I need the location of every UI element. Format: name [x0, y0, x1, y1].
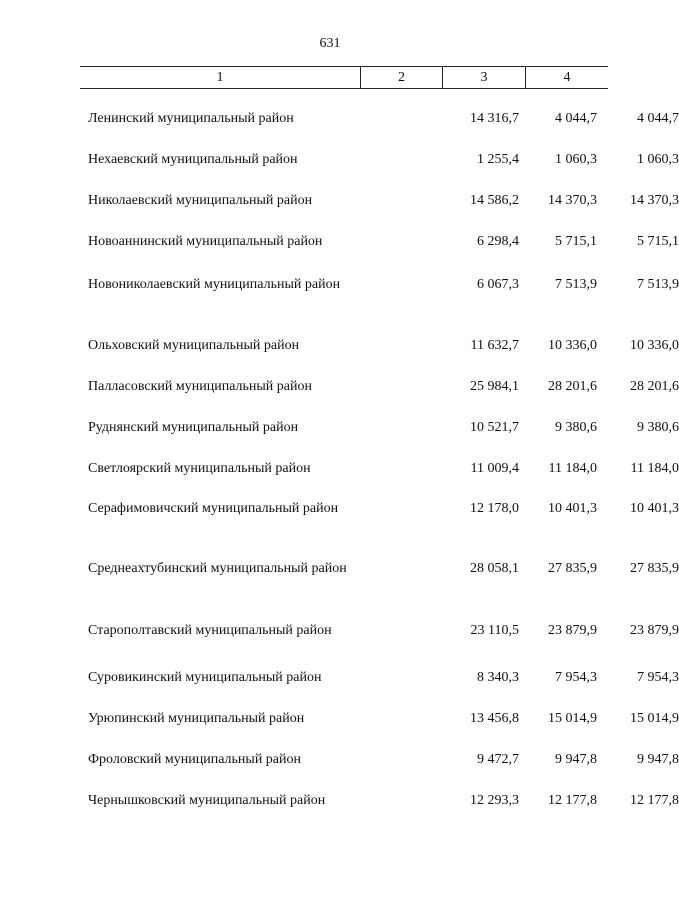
column-2-value: 23 110,5 [470, 623, 519, 638]
column-2-value: 11 009,4 [470, 461, 519, 476]
column-4-value: 4 044,7 [637, 111, 679, 126]
district-name: Урюпинский муниципальный район [88, 711, 305, 726]
district-name: Новониколаевский муниципальный район [88, 277, 341, 292]
column-3-value: 10 401,3 [548, 501, 597, 516]
column-3-value: 10 336,0 [548, 338, 597, 353]
district-name: Серафимовичский муниципальный район [88, 501, 339, 516]
column-4-value: 1 060,3 [637, 152, 679, 167]
column-header-4: 4 [563, 69, 571, 85]
district-name: Николаевский муниципальный район [88, 193, 313, 208]
district-name: Среднеахтубинский муниципальный район [88, 561, 347, 576]
column-3-value: 9 380,6 [555, 420, 597, 435]
column-3-value: 7 954,3 [555, 670, 597, 685]
column-4-value: 10 336,0 [630, 338, 679, 353]
column-4-value: 9 947,8 [637, 752, 679, 767]
column-4-value: 7 954,3 [637, 670, 679, 685]
column-3-value: 23 879,9 [548, 623, 597, 638]
district-name: Фроловский муниципальный район [88, 752, 302, 767]
column-4-value: 28 201,6 [630, 379, 679, 394]
column-3-value: 1 060,3 [555, 152, 597, 167]
column-3-value: 27 835,9 [548, 561, 597, 576]
column-3-value: 15 014,9 [548, 711, 597, 726]
column-3-value: 14 370,3 [548, 193, 597, 208]
column-3-value: 5 715,1 [555, 234, 597, 249]
column-3-value: 9 947,8 [555, 752, 597, 767]
column-2-value: 1 255,4 [477, 152, 519, 167]
column-3-value: 4 044,7 [555, 111, 597, 126]
district-name: Ленинский муниципальный район [88, 111, 294, 126]
column-header-2: 2 [361, 67, 443, 88]
column-2-value: 8 340,3 [477, 670, 519, 685]
column-3-value: 28 201,6 [548, 379, 597, 394]
column-2-value: 14 316,7 [470, 111, 519, 126]
district-name: Нехаевский муниципальный район [88, 152, 298, 167]
column-4-value: 23 879,9 [630, 623, 679, 638]
column-3-value: 12 177,8 [548, 793, 597, 808]
column-2-value: 11 632,7 [470, 338, 519, 353]
column-2-value: 10 521,7 [470, 420, 519, 435]
district-name: Светлоярский муниципальный район [88, 461, 311, 476]
column-header-3: 3 [443, 67, 526, 88]
district-name: Чернышковский муниципальный район [88, 793, 326, 808]
column-4-value: 15 014,9 [630, 711, 679, 726]
column-4-value: 7 513,9 [637, 277, 679, 292]
column-3-value: 11 184,0 [548, 461, 597, 476]
column-2-value: 12 178,0 [470, 501, 519, 516]
column-4-value: 27 835,9 [630, 561, 679, 576]
page-number: 631 [319, 36, 341, 51]
column-4-value: 11 184,0 [630, 461, 679, 476]
district-name: Палласовский муниципальный район [88, 379, 312, 394]
column-header-1: 1 [80, 67, 361, 88]
column-2-value: 6 067,3 [477, 277, 519, 292]
district-name: Ольховский муниципальный район [88, 338, 300, 353]
column-3-value: 7 513,9 [555, 277, 597, 292]
column-2-value: 9 472,7 [477, 752, 519, 767]
column-2-value: 13 456,8 [470, 711, 519, 726]
district-name: Руднянский муниципальный район [88, 420, 299, 435]
column-2-value: 28 058,1 [470, 561, 519, 576]
table-header [80, 66, 608, 89]
column-4-value: 14 370,3 [630, 193, 679, 208]
district-name: Суровикинский муниципальный район [88, 670, 322, 685]
column-2-value: 12 293,3 [470, 793, 519, 808]
column-4-value: 12 177,8 [630, 793, 679, 808]
column-4-value: 10 401,3 [630, 501, 679, 516]
column-2-value: 14 586,2 [470, 193, 519, 208]
column-2-value: 6 298,4 [477, 234, 519, 249]
column-4-value: 5 715,1 [637, 234, 679, 249]
district-name: Старополтавский муниципальный район [88, 623, 332, 638]
district-name: Новоаннинский муниципальный район [88, 234, 323, 249]
column-4-value: 9 380,6 [637, 420, 679, 435]
column-2-value: 25 984,1 [470, 379, 519, 394]
